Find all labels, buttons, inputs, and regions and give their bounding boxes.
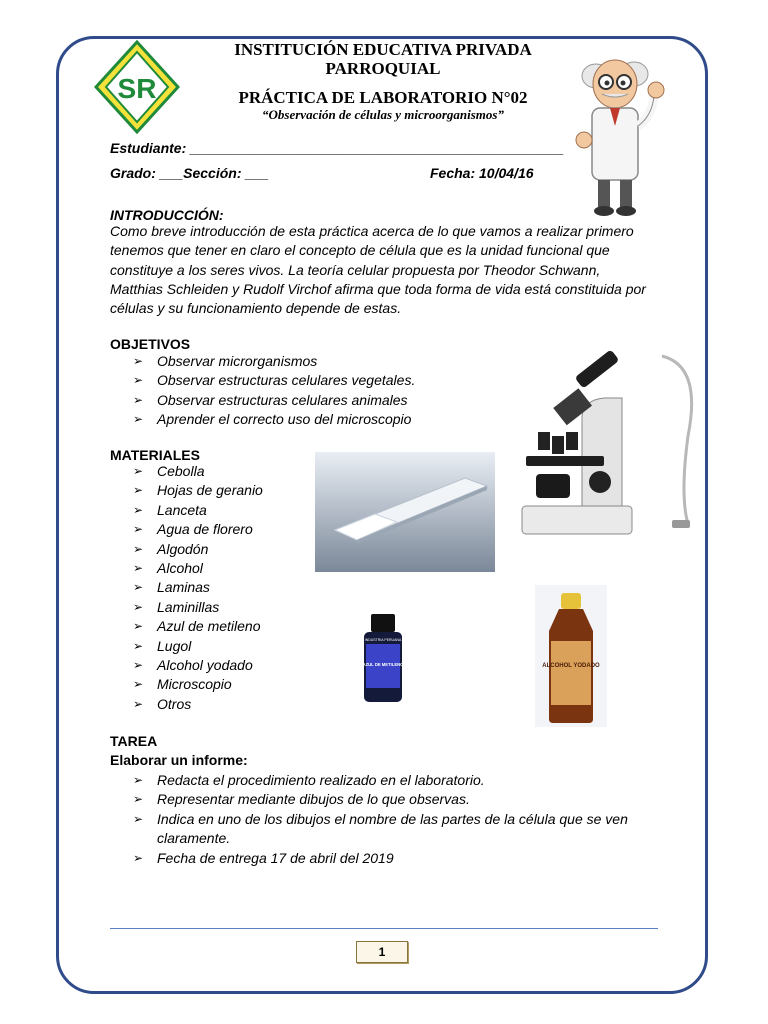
blue-bottle-label: AZUL DE METILENO <box>362 662 404 667</box>
task-list <box>133 771 658 868</box>
material-item: ➢ Otros <box>133 695 313 714</box>
institution-type: PARROQUIAL <box>325 59 441 78</box>
logo-initials: SR <box>117 73 157 104</box>
intro-title: INTRODUCCIÓN: <box>110 207 224 223</box>
objective-item: ➢ Observar estructuras celulares animales <box>133 391 493 410</box>
objectives-title: OBJETIVOS <box>110 336 191 352</box>
institution-name: INSTITUCIÓN EDUCATIVA PRIVADA <box>234 40 532 59</box>
material-item: ➢ Azul de metileno <box>133 617 313 636</box>
material-item: ➢ Microscopio <box>133 675 313 694</box>
materials-title: MATERIALES <box>110 447 200 463</box>
material-item: ➢ Cebolla <box>133 462 313 481</box>
task-subtitle: Elaborar un informe: <box>110 752 248 768</box>
practice-title: PRÁCTICA DE LABORATORIO N°02 <box>238 88 528 107</box>
task-item: ➢ Fecha de entrega 17 de abril del 2019 <box>133 849 658 868</box>
material-item: ➢ Laminas <box>133 578 313 597</box>
material-item: ➢ Lanceta <box>133 501 313 520</box>
material-item: ➢ Alcohol yodado <box>133 656 313 675</box>
material-item: ➢ Algodón <box>133 540 313 559</box>
task-item: ➢ Redacta el procedimiento realizado en el laboratorio. <box>133 771 658 790</box>
alcohol-bottle-label: ALCOHOL YODADO <box>542 663 600 669</box>
task-item: ➢ Representar mediante dibujos de lo que observas. <box>133 790 658 809</box>
school-logo <box>94 40 180 134</box>
microscope-image <box>512 346 702 542</box>
page-number: 1 <box>378 945 386 959</box>
material-item: ➢ Laminillas <box>133 598 313 617</box>
objective-item: ➢ Observar estructuras celulares vegetales. <box>133 371 493 390</box>
task-title: TAREA <box>110 733 158 749</box>
grade-section-field: Grado: ___Sección: ___ <box>110 165 269 181</box>
student-field: Estudiante: ________________________________________________ <box>110 140 564 156</box>
document-header <box>200 40 566 123</box>
date-field: Fecha: 10/04/16 <box>430 165 534 181</box>
iodized-alcohol-bottle <box>535 585 607 727</box>
scientist-illustration <box>570 46 670 218</box>
methylene-blue-bottle <box>358 610 408 704</box>
material-item: ➢ Lugol <box>133 637 313 656</box>
footer-divider <box>110 928 658 929</box>
page-number-box <box>356 941 408 963</box>
objective-item: ➢ Aprender el correcto uso del microscopio <box>133 410 493 429</box>
materials-list <box>133 462 313 714</box>
objectives-list <box>133 352 493 430</box>
material-item: ➢ Agua de florero <box>133 520 313 539</box>
objective-item: ➢ Observar microrganismos <box>133 352 493 371</box>
intro-text: Como breve introducción de esta práctica acerca de lo que vamos a realizar primero tenemos que tener en claro el concepto de célula que es la unidad funcional que constituye a los seres vivos. La teoría celular propuesta por Theodor Schwann, Matthias Schleiden y Rudolf Virchof afirma que toda forma de vida está constituida por células y su funcionamiento depende de estas. <box>110 223 646 317</box>
material-item: ➢ Alcohol <box>133 559 313 578</box>
practice-subtitle: “Observación de células y microorganismos” <box>262 107 504 122</box>
glass-slide-image <box>315 452 495 572</box>
material-item: ➢ Hojas de geranio <box>133 481 313 500</box>
blue-bottle-brand: INDUSTRIA PERUANA <box>364 638 402 642</box>
task-item: ➢ Indica en uno de los dibujos el nombre de las partes de la célula que se ven claramente. <box>133 810 658 849</box>
